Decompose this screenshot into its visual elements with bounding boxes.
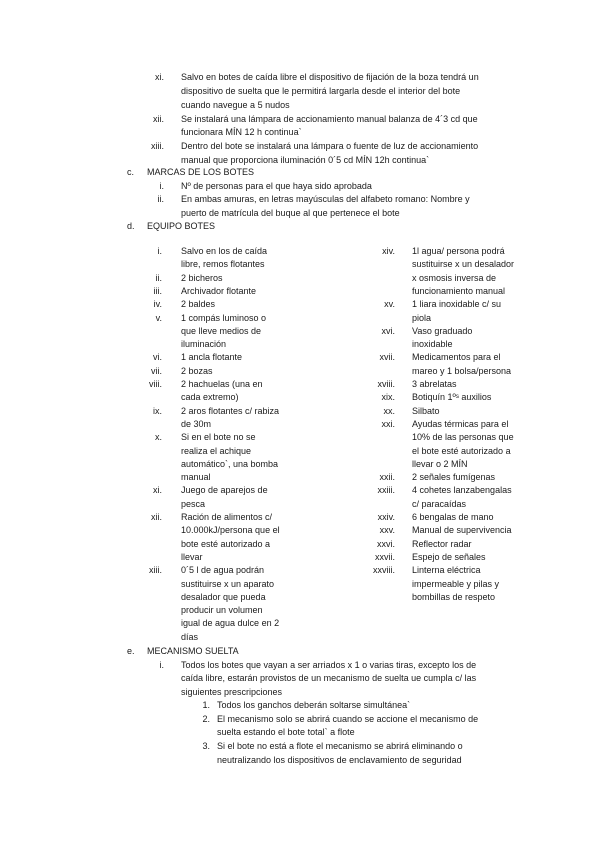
item-line: 2 bozas (181, 365, 213, 376)
item-number: xxii. (379, 472, 395, 483)
item-number: ix. (153, 405, 162, 416)
item-line: iluminación (181, 339, 227, 350)
item-line: manual (181, 472, 211, 483)
section-title: MECANISMO SUELTA (147, 646, 239, 656)
item-line: dispositivo de suelta que le permitirá largarla desde el interior del bote (181, 86, 461, 96)
item-line: llevar o 2 MÍN (412, 458, 468, 469)
item-number: xiii. (149, 565, 162, 576)
item-line: Archivador flotante (181, 285, 257, 296)
section-letter: d. (127, 221, 135, 231)
item-line: Ración de alimentos c/ (181, 512, 273, 522)
item-line: Nº de personas para el que haya sido aprobada (181, 181, 372, 191)
item-line: caída libre, estarán provistos de un mecanismo de suelta ue cumpla c/ las (181, 673, 477, 683)
item-line: bombillas de respeto (412, 591, 496, 602)
item-line: igual de agua dulce en 2 (181, 618, 280, 629)
item-line: de 30m (181, 418, 212, 429)
item-number: xi. (153, 485, 162, 496)
item-line: Salvo en los de caída (181, 246, 268, 256)
item-line: 2 hachuelas (una en (181, 379, 263, 389)
item-number: vi. (153, 352, 162, 363)
item-number: i. (159, 660, 164, 670)
section-title: MARCAS DE LOS BOTES (147, 167, 255, 177)
item-line: 2 señales fumígenas (412, 472, 496, 483)
item-line: Todos los ganchos deberán soltarse simultánea` (217, 700, 411, 710)
item-line: realiza el achique (181, 445, 252, 456)
item-line: Espejo de señales (412, 551, 486, 562)
item-line: producir un volumen (181, 605, 263, 616)
item-line: Dentro del bote se instalará una lámpara o fuente de luz de accionamiento (181, 141, 479, 151)
item-line: inoxidable (412, 339, 453, 350)
item-line: 6 bengalas de mano (412, 512, 494, 522)
item-line: 0´5 l de agua podrán (181, 565, 265, 576)
item-line: funcionara MÍN 12 h continua` (181, 127, 302, 137)
item-number: xxiii. (377, 485, 395, 496)
item-line: libre, remos flotantes (181, 259, 265, 270)
item-line: Manual de supervivencia (412, 525, 512, 536)
item-line: Silbato (412, 405, 440, 416)
item-line: funcionamiento manual (412, 285, 506, 296)
item-line: 4 cohetes lanzabengalas (412, 485, 512, 496)
item-number: xv. (384, 299, 395, 310)
section-letter: e. (127, 646, 135, 656)
item-line: piola (412, 312, 432, 323)
item-line: c/ paracaídas (412, 498, 467, 509)
item-line: 1 liara inoxidable c/ su (412, 299, 502, 310)
item-line: Botiquín 1ºˢ auxilios (412, 392, 492, 403)
section-letter: c. (127, 167, 135, 177)
item-line: sustituirse x un desalador (412, 259, 515, 270)
item-number: xvi. (381, 325, 395, 336)
item-line: 1 ancla flotante (181, 352, 243, 363)
item-line: puerto de matrícula del buque al que pertenece el bote (181, 208, 400, 218)
item-number: ii. (155, 272, 162, 283)
item-number: 3. (202, 741, 210, 751)
item-number: xxviii. (373, 565, 395, 576)
item-line: 3 abrelatas (412, 379, 457, 389)
item-line: Vaso graduado (412, 325, 473, 336)
item-number: xvii. (379, 352, 395, 363)
item-line: Linterna eléctrica (412, 565, 481, 576)
item-line: cuando navegue a 5 nudos (181, 100, 290, 110)
item-line: mareo y 1 bolsa/persona (412, 365, 512, 376)
item-line: Juego de aparejos de (181, 485, 268, 496)
item-line: el bote esté autorizado a (412, 445, 511, 456)
item-number: xiv. (382, 246, 395, 256)
item-number: i. (159, 181, 164, 191)
item-number: xviii. (377, 379, 395, 389)
item-number: 1. (202, 700, 210, 710)
item-line: El mecanismo solo se abrirá cuando se accione el mecanismo de (217, 714, 479, 724)
item-number: xii. (151, 512, 162, 522)
item-line: En ambas amuras, en letras mayúsculas del alfabeto romano: Nombre y (181, 194, 470, 204)
section-title: EQUIPO BOTES (147, 221, 216, 231)
item-line: siguientes prescripciones (181, 687, 283, 697)
item-number: xxi. (381, 418, 395, 429)
item-line: Todos los botes que vayan a ser arriados x 1 o varias tiras, excepto los de (181, 660, 477, 670)
item-line: llevar (181, 551, 203, 562)
item-line: días (181, 631, 199, 642)
item-line: desalador que pueda (181, 591, 266, 602)
item-number: iv. (153, 299, 162, 310)
item-number: vii. (151, 365, 162, 376)
item-line: Salvo en botes de caída libre el dispositivo de fijación de la boza tendrá un (181, 72, 479, 82)
item-line: 2 bicheros (181, 272, 223, 283)
item-line: Si el bote no está a flote el mecanismo se abrirá eliminando o (217, 741, 463, 751)
item-line: Ayudas térmicas para el (412, 418, 509, 429)
item-number: x. (154, 432, 162, 443)
item-number: xix. (381, 392, 395, 403)
item-number: xii. (153, 114, 164, 124)
item-line: 1 compás luminoso o (181, 312, 267, 323)
item-number: iii. (153, 285, 162, 296)
item-number: xxiv. (377, 512, 395, 522)
item-number: xxvii. (375, 551, 395, 562)
item-number: xi. (155, 72, 164, 82)
item-number: xiii. (151, 141, 164, 151)
item-line: suelta estando el bote total` a flote (217, 727, 355, 737)
item-number: 2. (202, 714, 210, 724)
item-line: x osmosis inversa de (412, 272, 497, 283)
item-line: Se instalará una lámpara de accionamiento manual balanza de 4´3 cd que (181, 114, 478, 124)
item-line: impermeable y pilas y (412, 578, 500, 589)
item-line: 2 aros flotantes c/ rabiza (181, 405, 280, 416)
item-number: v. (155, 312, 162, 323)
item-line: Si en el bote no se (181, 432, 256, 443)
item-line: automático`, una bomba (181, 458, 279, 469)
item-number: ii. (157, 194, 164, 204)
item-line: sustituirse x un aparato (181, 578, 275, 589)
item-line: 10% de las personas que (412, 432, 514, 443)
item-line: pesca (181, 498, 206, 509)
item-number: i. (157, 246, 162, 256)
item-number: xx. (383, 405, 395, 416)
item-line: Medicamentos para el (412, 352, 501, 363)
item-line: manual que proporciona iluminación 0´5 cd MÍN 12h continua` (181, 155, 430, 165)
item-line: Reflector radar (412, 538, 472, 549)
item-line: 1l agua/ persona podrá (412, 246, 505, 256)
item-number: viii. (149, 379, 162, 389)
item-line: neutralizando los dispositivos de enclavamiento de seguridad (217, 755, 462, 765)
item-line: cada extremo) (181, 392, 239, 403)
item-number: xxv. (379, 525, 395, 536)
item-line: 10.000kJ/persona que el (181, 525, 280, 536)
item-line: que lleve medios de (181, 325, 262, 336)
item-line: 2 baldes (181, 299, 216, 310)
item-number: xxvi. (377, 538, 395, 549)
item-line: bote esté autorizado a (181, 538, 271, 549)
